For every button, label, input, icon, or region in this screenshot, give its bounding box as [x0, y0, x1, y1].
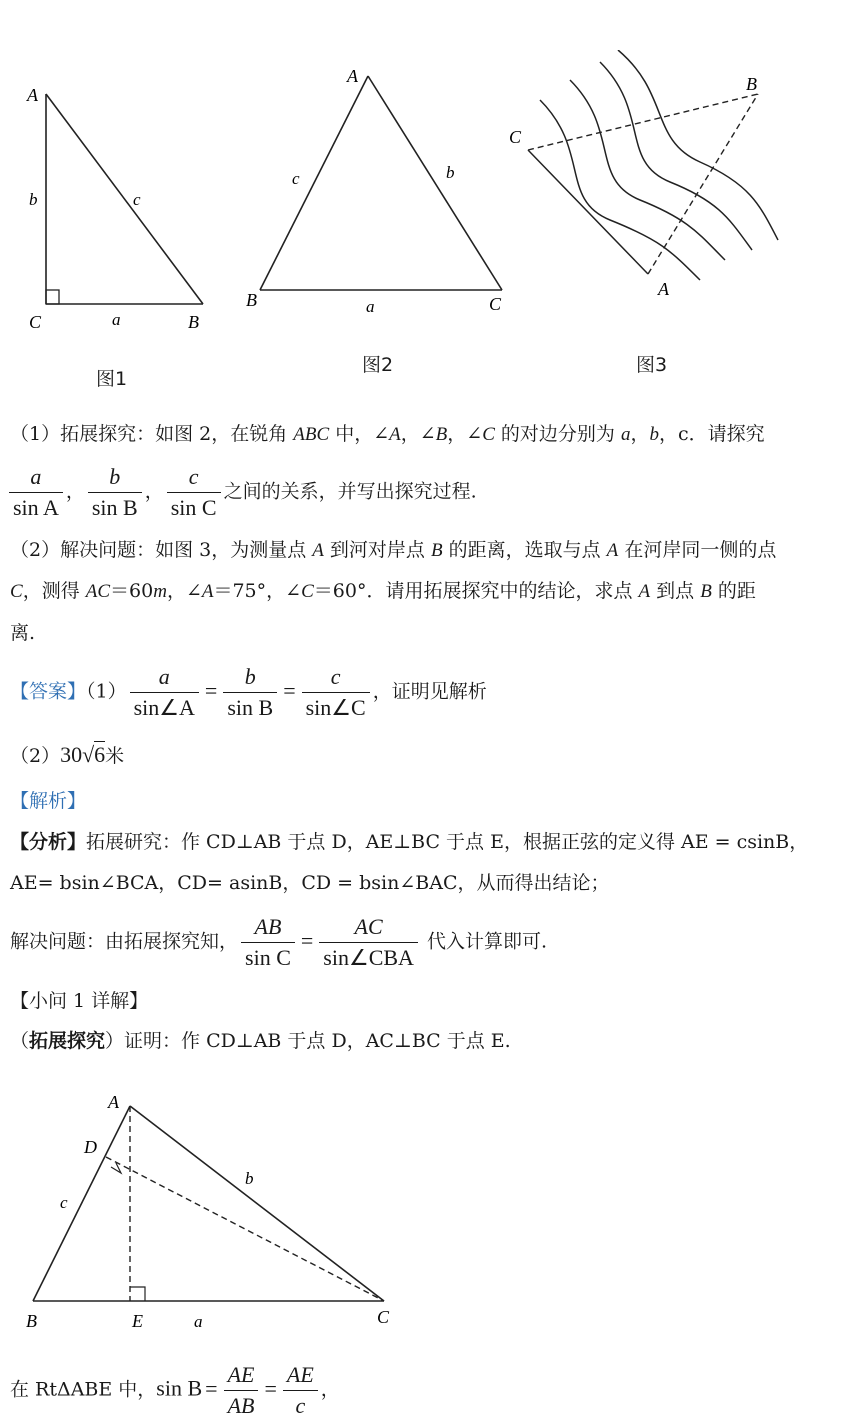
answer-line1	[10, 662, 487, 723]
q1-var-a: a	[620, 424, 631, 445]
equals-sign: =	[205, 1375, 218, 1401]
fenxi-tag: 【分析】	[10, 831, 87, 853]
fig3-caption: 图3	[636, 354, 668, 376]
q1-fraction-a	[9, 462, 63, 523]
q1-text: （1）拓展探究：如图 2，在锐角	[10, 423, 294, 445]
rt-line	[10, 1360, 340, 1421]
q2-text: ＝75°，∠	[213, 580, 302, 602]
equals-sign: =	[300, 927, 314, 953]
fig4-label-C: C	[377, 1307, 390, 1327]
answer-coef: 30	[60, 742, 83, 767]
fig2-label-c: c	[292, 169, 300, 188]
figure-3	[500, 50, 800, 310]
analysis-tag: 【解析】	[10, 790, 87, 812]
q1-sep: ，	[144, 480, 164, 503]
answer-radicand: 6	[94, 742, 106, 767]
q2-var: B	[430, 540, 443, 561]
equals-sign: =	[204, 677, 218, 703]
q2-var: B	[700, 581, 712, 602]
q2-var: A	[201, 581, 214, 602]
frac-den: sin C	[245, 945, 291, 970]
frac-den: sin A	[13, 495, 59, 520]
fig3-label-B: B	[746, 74, 757, 94]
equals-sign: =	[264, 1375, 277, 1401]
sub-question-tag: 【小问 1 详解】	[10, 990, 149, 1012]
frac-den: sin∠C	[305, 695, 366, 720]
fig4-label-c: c	[60, 1193, 68, 1212]
figure-2	[240, 60, 520, 360]
figure-4	[0, 1080, 420, 1340]
analysis-text: 拓展研究：作 CD⊥AB 于点 D，AE⊥BC 于点 E，根据正弦的定义得 AE = csinB，	[86, 831, 809, 853]
analysis-line2	[10, 870, 610, 896]
q1-line2	[6, 462, 477, 523]
fig4-label-B: B	[26, 1311, 37, 1331]
q2-var: A	[312, 540, 324, 561]
frac-num: b	[223, 662, 277, 693]
frac-num: a	[9, 462, 63, 493]
fig4-label-b: b	[245, 1169, 254, 1188]
analysis-text: AE= bsin∠BCA，CD= asinB，CD = bsin∠BAC，从而得出结论；	[10, 872, 610, 894]
q2-text: ，测得	[22, 580, 86, 602]
q1-var-b: b	[649, 424, 659, 445]
answer-fraction-b	[223, 662, 277, 723]
q2-text: ，∠	[166, 580, 202, 602]
frac-den: AB	[227, 1393, 255, 1418]
fig3-label-A: A	[658, 279, 669, 299]
answer-part: （1）	[86, 680, 127, 703]
proof-text: （	[10, 1030, 30, 1052]
q2-line3	[10, 620, 35, 646]
q2-var: C	[301, 581, 314, 602]
q2-var: A	[638, 581, 651, 602]
frac-den: sin C	[170, 495, 217, 520]
q2-var: A	[606, 540, 619, 561]
solve-text: 解决问题：由拓展探究知，	[10, 930, 239, 953]
answer-part: （2）	[10, 745, 61, 767]
fig1-label-c: c	[133, 190, 141, 209]
q1-line1	[10, 421, 765, 448]
answer-fraction-a	[130, 662, 199, 723]
q2-text: 的距离，选取与点	[442, 539, 607, 561]
q1-sep: ，	[65, 480, 85, 503]
q2-text: ＝60	[110, 580, 154, 602]
fig1-label-b: b	[29, 190, 38, 209]
frac-num: AC	[319, 912, 418, 943]
frac-den: sin∠CBA	[323, 945, 414, 970]
frac-num: c	[167, 462, 221, 493]
fig4-label-E: E	[132, 1311, 143, 1331]
fig2-label-b: b	[446, 163, 455, 182]
q2-text: 在河岸同一侧的点	[618, 539, 777, 561]
q1-text: 的对边分别为	[494, 423, 621, 445]
frac-den: sin∠A	[133, 695, 195, 720]
frac-den: c	[295, 1393, 306, 1418]
frac-num: AE	[283, 1360, 318, 1391]
fig2-label-A: A	[347, 66, 358, 86]
q1-text: ，∠	[400, 423, 436, 445]
frac-num: AE	[224, 1360, 259, 1391]
q1-text: ，	[630, 423, 650, 445]
q1-angB: B	[435, 424, 448, 445]
solve-line	[10, 912, 547, 973]
fig3-label-C: C	[509, 127, 522, 147]
fig1-label-A: A	[27, 85, 38, 105]
solve-fraction-2	[319, 912, 418, 973]
frac-den: sin B	[227, 695, 274, 720]
fig2-label-a: a	[366, 297, 375, 316]
proof-line	[10, 1028, 511, 1054]
equals-sign: =	[283, 677, 296, 703]
answer-fraction-c	[302, 662, 370, 723]
fig2-caption: 图2	[362, 354, 394, 376]
fig1-label-C: C	[29, 312, 42, 332]
q2-line2	[10, 578, 756, 605]
q2-text: 的距	[711, 580, 756, 602]
frac-num: a	[130, 662, 199, 693]
q2-var: AC	[85, 581, 111, 602]
fig4-label-a: a	[194, 1312, 203, 1331]
fig1-label-a: a	[112, 310, 121, 329]
analysis-line1	[10, 829, 808, 855]
solve-text: 代入计算即可.	[420, 930, 548, 953]
answer-unit: 米	[105, 745, 125, 767]
q2-text: 离.	[10, 622, 36, 644]
q2-var: C	[10, 581, 23, 602]
frac-den: sin B	[91, 495, 138, 520]
rt-fraction-1	[224, 1360, 259, 1421]
fig4-label-A: A	[108, 1092, 119, 1112]
rt-text: ，	[320, 1378, 340, 1401]
q1-fraction-c	[167, 462, 221, 523]
sqrt-sign: √	[82, 742, 95, 767]
rt-lhs: sin B	[156, 1375, 203, 1401]
frac-num: b	[88, 462, 142, 493]
figure-1	[0, 60, 240, 400]
q2-text: 到河对岸点	[323, 539, 431, 561]
q2-line1	[10, 537, 776, 564]
proof-text: ）证明：作 CD⊥AB 于点 D，AC⊥BC 于点 E.	[105, 1030, 511, 1052]
fig2-label-C: C	[489, 294, 502, 314]
answer-tail: ，证明见解析	[372, 680, 487, 703]
fig1-label-B: B	[188, 312, 199, 332]
q1-text: 之间的关系，并写出探究过程.	[223, 480, 477, 503]
q1-angC: C	[482, 424, 495, 445]
q1-text: 中，∠	[329, 423, 390, 445]
q2-text: ＝60°．请用拓展探究中的结论，求点	[313, 580, 639, 602]
q1-angA: A	[389, 424, 401, 445]
q1-abc: ABC	[293, 424, 330, 445]
fig2-label-B: B	[246, 290, 257, 310]
solve-fraction-1	[241, 912, 295, 973]
frac-num: AB	[241, 912, 295, 943]
q1-fraction-b	[88, 462, 142, 523]
rt-fraction-2	[283, 1360, 318, 1421]
q2-var: m	[153, 581, 167, 602]
frac-num: c	[302, 662, 370, 693]
q1-text: ，∠	[447, 423, 483, 445]
q2-text: 到点	[650, 580, 701, 602]
rt-text: 在 RtΔABE 中，	[10, 1378, 157, 1401]
proof-bold: 拓展探究	[29, 1030, 106, 1052]
answer-line2	[10, 742, 124, 769]
q2-text: （2）解决问题：如图 3，为测量点	[10, 539, 313, 561]
fig1-caption: 图1	[96, 368, 128, 390]
fig4-label-D: D	[84, 1137, 97, 1157]
q1-text: ，c．请探究	[658, 423, 765, 445]
answer-tag: 【答案】	[10, 680, 87, 703]
